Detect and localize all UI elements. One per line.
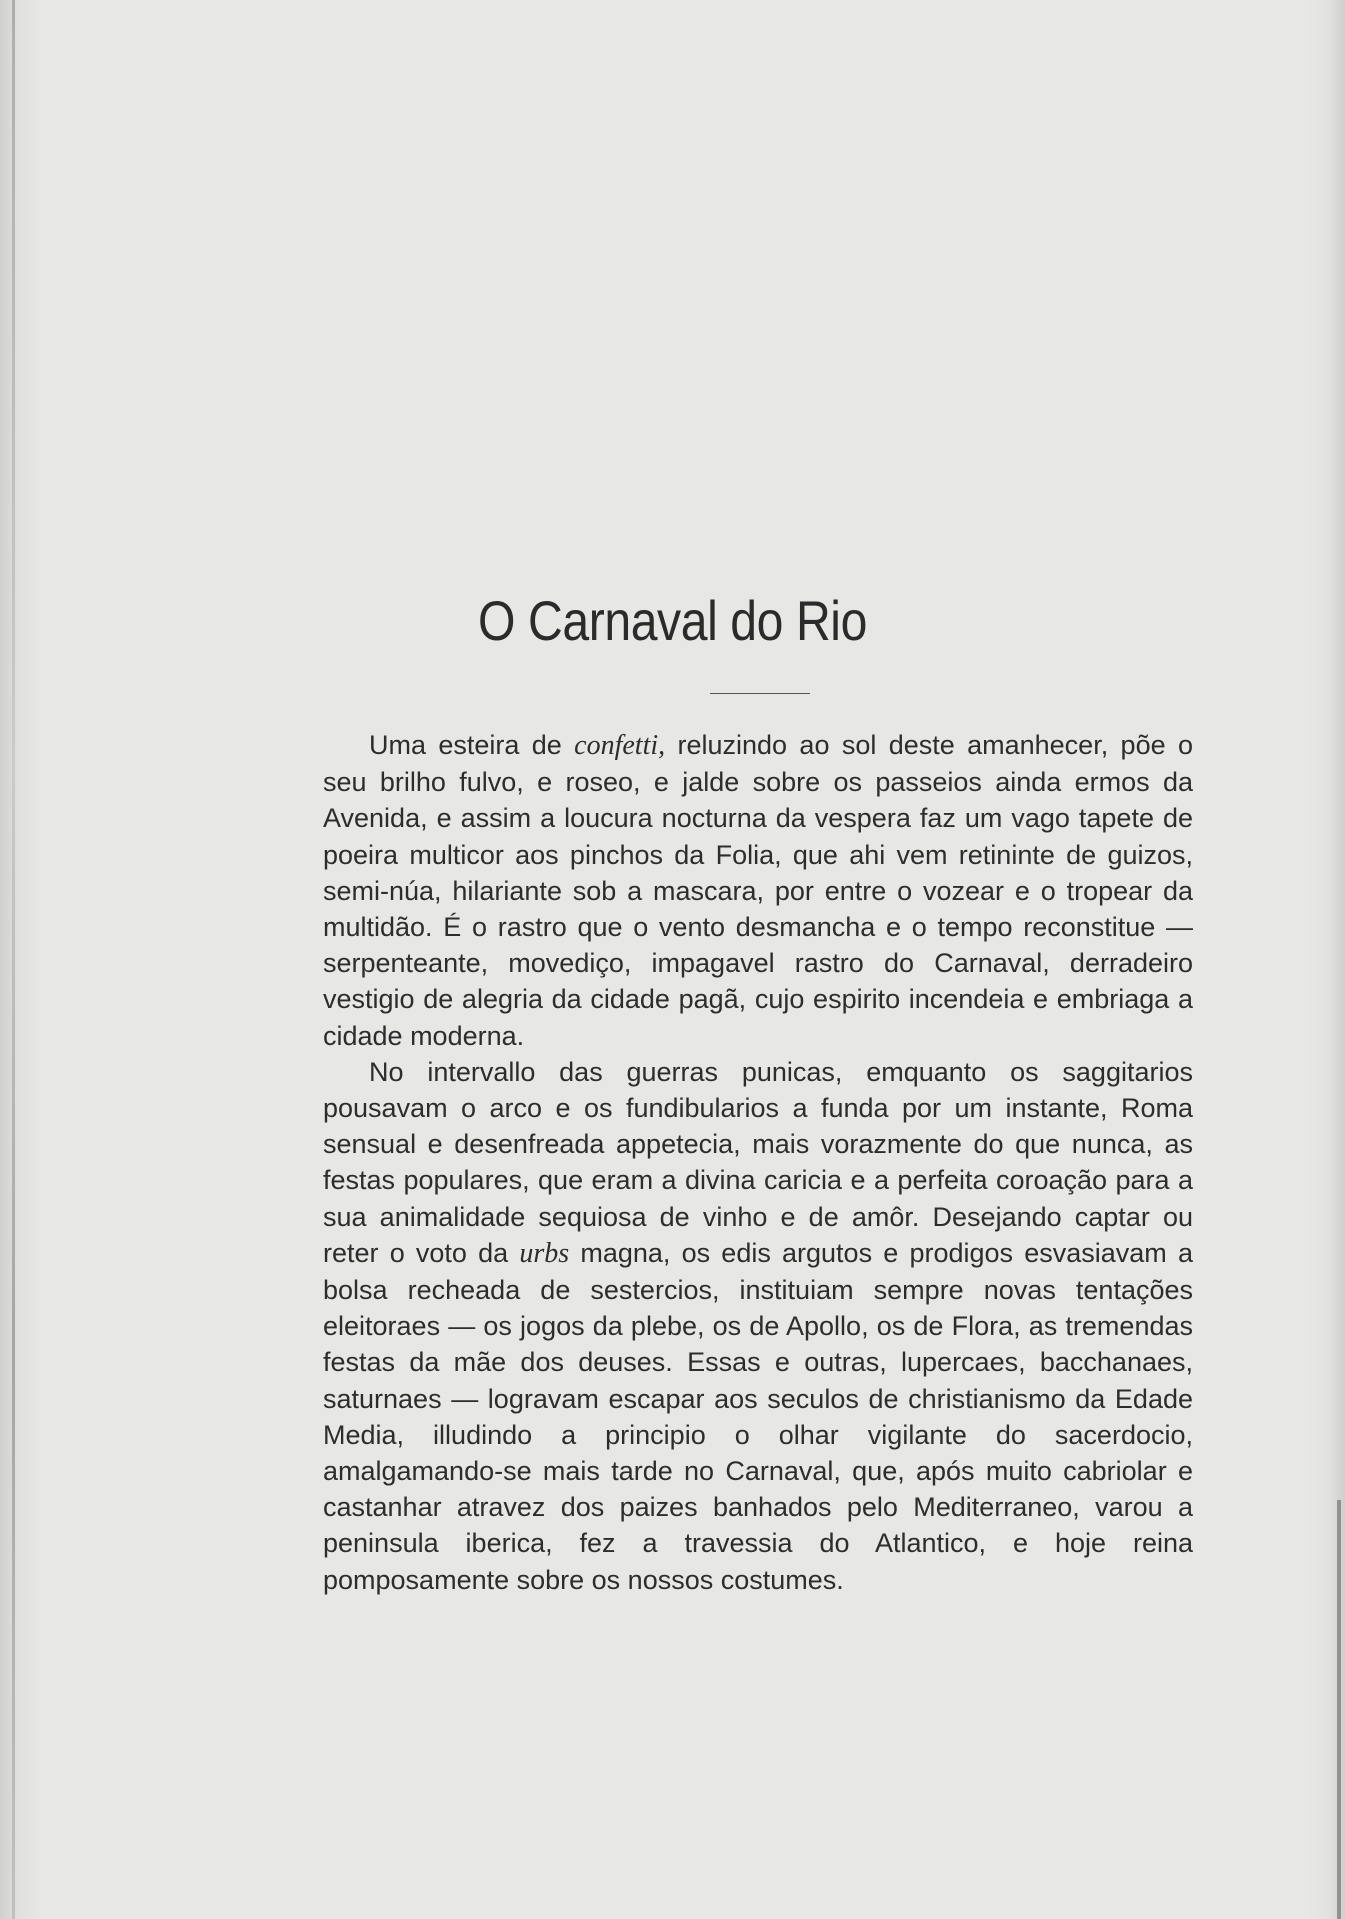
page-spine-shadow [12,0,15,1919]
paragraph-2-segment-3: magna, os edis argutos e prodigos esvasiavam a bolsa recheada de sestercios, instituiam sempre novas tentações eleitoraes — os jogos da plebe, os de Apollo, os de Flora, as tremendas festas da mãe dos deuses. Essas e outras, lupercaes, bacchanaes, saturnaes — logravam escapar aos seculos de christianismo da Edade Media, illudindo a principio o olhar vigilante do sacerdocio, amalgamando-se mais tarde no Carnaval, que, após muito cabriolar e castanhar atravez dos paizes banhados pelo Mediterraneo, varou a peninsula iberica, fez a travessia do Atlantico, e hoje reina pomposamente sobre os nossos costumes. [323,1237,1193,1595]
paragraph-1-segment-1: Uma esteira de [369,730,575,760]
paragraph-1-segment-3: reluzindo ao sol deste amanhecer, põe o seu brilho fulvo, e roseo, e jalde sobre os passeios ainda ermos da Avenida, e assim a loucura nocturna da vespera faz um vago tapete de poeira multicor aos pinchos da Folia, que ahi vem retininte de guizos, semi-núa, hilariante sob a mascara, por entre o vozear e o tropear da multidão. É o rastro que o vento desmancha e o tempo reconstitue — serpenteante, movediço, impagavel rastro do Carnaval, derradeiro vestigio de alegria da cidade pagã, cujo espirito incendeia e embriaga a cidade moderna. [323,730,1193,1051]
paragraph-1-italic-word: confetti, [574,730,666,761]
chapter-body [323,727,1193,1598]
paragraph-2-segment-1: No intervallo das guerras punicas, emquanto os saggitarios pousavam o arco e os fundibularios a funda por um instante, Roma sensual e desenfreada appetecia, mais vorazmente do que nunca, as festas populares, que eram a divina caricia e a perfeita coroação para a sua animalidade sequiosa de vinho e de amôr. Desejando captar ou reter o voto da [323,1056,1193,1268]
page-edge-shadow [1337,1500,1341,1919]
title-divider [710,693,810,694]
paragraph-2-italic-word: urbs [519,1237,570,1269]
paragraph-1 [323,727,1193,1054]
chapter-title: O Carnaval do Rio [478,589,867,652]
paragraph-2 [323,1054,1193,1598]
